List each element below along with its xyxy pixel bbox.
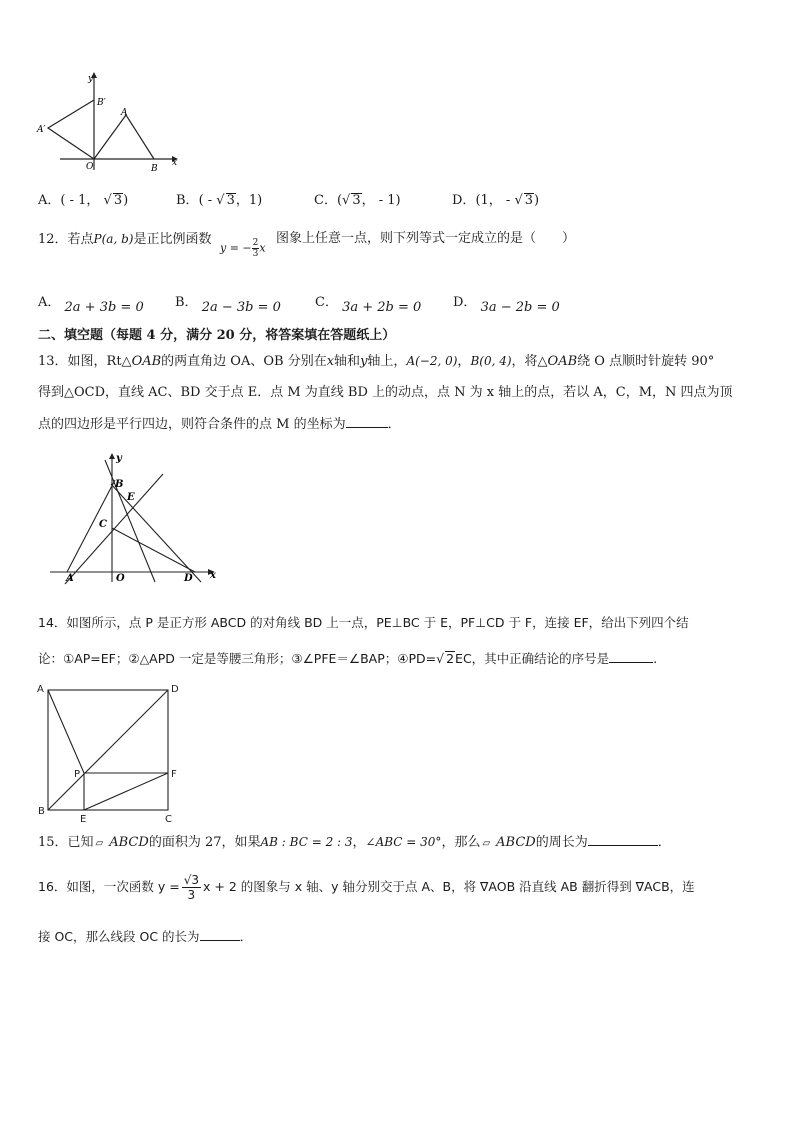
fig13-label-x: x (210, 570, 216, 581)
q15-parallelogram-symbol-2: ▱ (482, 838, 491, 849)
q11-option-b-end: ，1) (235, 193, 263, 208)
fig13-line-bd (111, 484, 201, 582)
q13-l1-a: 13．如图，Rt△ (38, 354, 132, 369)
q12-option-c[interactable] (315, 294, 453, 315)
q12-mid: 是正比例函数 (133, 232, 212, 247)
q11-option-c[interactable]: C．(√ 3， - 1) (314, 193, 401, 208)
fig14-segment-ef (84, 773, 168, 810)
q15-tail: 的周长为 (535, 835, 588, 850)
q11-option-a-end: ) (123, 193, 129, 208)
q12-option-c-label: C． (315, 295, 338, 310)
fig11-label-bp: B′ (97, 98, 106, 108)
fig11-label-a: A (121, 108, 128, 118)
fig13-label-c: C (99, 519, 107, 530)
fig14-label-e: E (80, 814, 87, 825)
q11-option-a[interactable]: A．( - 1， √ 3) (38, 193, 129, 208)
q15-angle: ∠ABC = 30° (365, 835, 442, 849)
q12-lead: 12．若点 (38, 232, 94, 247)
fig13-label-b: B (115, 479, 124, 490)
q11-option-a-sqrt: 3 (113, 193, 123, 208)
q12-function (220, 238, 266, 259)
q15-parallelogram-symbol-1: ▱ (95, 838, 104, 849)
q12-func-x: x (259, 241, 266, 255)
fig11-triangle-oapbp (48, 100, 94, 159)
fig14-label-p: P (74, 769, 81, 780)
q13-line3-text: 点的四边形是平行四边，则符合条件的点 M 的坐标为 (38, 417, 346, 432)
q16-line2 (38, 928, 252, 946)
fig14-diagonal-bd (48, 690, 168, 810)
q16-line2-text: 接 OC，那么线段 OC 的长为 (38, 929, 200, 944)
q11-option-d[interactable]: D．(1， - √ 3) (452, 193, 540, 208)
fig11-label-x: x (172, 158, 178, 168)
fig13-label-e: E (127, 492, 135, 503)
q11-option-c-text: ( (336, 193, 343, 208)
fig11-triangle-oab (94, 115, 154, 159)
fig11-label-b: B (151, 164, 158, 174)
q15-mid1: 的面积为 27，如果 (148, 835, 261, 850)
fig14-label-d: D (171, 684, 179, 695)
q16-line1 (38, 872, 695, 902)
q11-option-d-label: D． (452, 193, 476, 208)
q13-line1 (38, 352, 714, 371)
fig13-line-cd (112, 528, 195, 572)
figure-q14 (34, 680, 194, 825)
q14-line2-end: . (653, 651, 658, 666)
q16-frac-den: 3 (187, 888, 196, 902)
fig11-label-ap: A′ (37, 125, 46, 135)
q12-option-c-expr: 3a + 2b = 0 (342, 300, 422, 315)
q14-line2-a: 论：①AP=EF；②△APD 一定是等腰三角形；③∠PFE＝∠BAP；④PD= (38, 651, 437, 666)
q12-option-d-expr: 3a − 2b = 0 (480, 300, 560, 315)
q14-line2: 论：①AP=EF；②△APD 一定是等腰三角形；③∠PFE＝∠BAP；④PD=√ 2EC，其中正确结论的序号是 . (38, 651, 658, 666)
q15-abcd-1: ABCD (109, 835, 149, 850)
q15-end: ． (657, 835, 671, 850)
q11-option-d-end: ) (534, 193, 540, 208)
fig13-line-ab (67, 480, 115, 572)
q13-l1-oab: OAB (131, 354, 162, 369)
q13-l1-b: 的两直角边 OA、OB 分别在 (161, 354, 327, 369)
q11-option-b-sqrt: 3 (226, 193, 235, 208)
q13-l1-point-a: A(−2, 0) (406, 354, 458, 368)
q12-func-y: y = − (220, 241, 252, 255)
q13-l1-point-b: B(0, 4) (470, 354, 512, 368)
fig13-y-arrow (109, 453, 115, 459)
q12-option-d[interactable] (453, 294, 593, 315)
q13-l1-y: y (360, 354, 368, 369)
q14-line2-b: EC，其中正确结论的序号是 (455, 651, 610, 666)
q15-ratio: AB : BC = 2 : 3 (260, 835, 353, 849)
q12-option-b-expr: 2a − 3b = 0 (201, 300, 281, 315)
q12-point: P(a, b) (93, 232, 134, 246)
q16-lead: 16．如图，一次函数 y = (38, 879, 180, 894)
fig14-label-c: C (165, 814, 172, 825)
fig14-segment-ap (48, 690, 84, 773)
q12-option-a-expr: 2a + 3b = 0 (64, 300, 144, 315)
q16-fraction (182, 873, 201, 902)
q11-options (38, 192, 590, 210)
q15-stem (38, 833, 671, 853)
fig14-label-f: F (171, 769, 177, 780)
fig13-label-a: A (66, 573, 74, 584)
q14-line1: 14．如图所示，点 P 是正方形 ABCD 的对角线 BD 上一点，PE⊥BC 于 E，PF⊥CD 于 F，连接 EF，给出下列四个结 (38, 615, 689, 630)
q15-mid3: ，那么 (441, 835, 481, 850)
q15-lead: 15．已知 (38, 835, 94, 850)
q11-option-a-label: A． (38, 193, 61, 208)
q15-answer-blank[interactable] (588, 833, 658, 846)
fig14-label-b: B (38, 806, 45, 817)
q12-tail-text: 图象上任意一点，则下列等式一定成立的是（ ） (276, 231, 576, 246)
fig13-label-o: O (116, 573, 125, 584)
q12-stem (38, 230, 211, 249)
q16-answer-blank[interactable] (200, 928, 240, 941)
q12-option-a[interactable] (38, 294, 175, 315)
q12-tail (276, 230, 575, 248)
q15-mid2: ， (352, 835, 366, 850)
q13-l1-f: ，将△ (511, 354, 548, 369)
fig13-label-y: y (116, 453, 122, 464)
q13-l1-d: 轴上， (367, 354, 407, 369)
q13-line3 (38, 415, 401, 434)
q11-option-d-sqrt: 3 (524, 193, 534, 208)
fig14-label-a: A (37, 684, 44, 695)
q11-option-c-end: ， - 1) (361, 193, 401, 208)
q11-option-d-text: (1， - (475, 193, 515, 208)
q11-option-b[interactable]: B．( - √ 3，1) (176, 193, 263, 208)
q12-func-num: 2 (252, 238, 259, 248)
fig11-label-y: y (88, 74, 94, 84)
q13-l1-x: x (326, 354, 335, 369)
q13-l1-g: 绕 O 点顺时针旋转 90° (577, 354, 715, 369)
q12-option-d-label: D． (453, 295, 477, 310)
q11-option-c-sqrt: 3 (352, 193, 361, 208)
figure-q13 (45, 452, 225, 592)
q16-frac-num: √3 (183, 873, 200, 887)
q13-line2: 得到△OCD，直线 AC、BD 交于点 E．点 M 为直线 BD 上的动点，点 N 为 x 轴上的点，若以 A，C，M，N 四点为顶 (38, 385, 733, 400)
q15-abcd-2: ABCD (496, 835, 536, 850)
q11-option-c-label: C． (314, 193, 337, 208)
q11-option-b-label: B． (176, 193, 199, 208)
q13-line3-end: ． (387, 417, 401, 432)
q13-l1-c: 轴和 (334, 354, 361, 369)
q12-option-a-label: A． (38, 295, 61, 310)
q12-option-b[interactable] (175, 294, 315, 315)
q16-after: x + 2 的图象与 x 轴、y 轴分别交于点 A、B，将 ∇AOB 沿直线 AB 翻折得到 ∇ACB，连 (203, 879, 695, 894)
q11-option-a-text: ( - 1， (60, 193, 104, 208)
q13-l1-e: ， (457, 354, 471, 369)
q13-answer-blank[interactable] (346, 415, 388, 428)
figure-q11 (30, 70, 190, 180)
q14-line2-sqrt: 2 (446, 651, 455, 666)
q11-option-b-text: ( - (198, 193, 217, 208)
q13-l1-oab2: OAB (547, 354, 578, 369)
q16-line2-end: ． (239, 929, 253, 944)
fig13-label-d: D (184, 573, 193, 584)
section2-title: 二、填空题（每题 4 分，满分 20 分，将答案填在答题纸上） (38, 328, 396, 343)
q12-options (38, 294, 593, 315)
fig11-label-o: O (86, 162, 94, 172)
q14-answer-blank[interactable] (609, 650, 653, 663)
q12-option-b-label: B． (175, 295, 198, 310)
q12-func-den: 3 (252, 249, 259, 259)
